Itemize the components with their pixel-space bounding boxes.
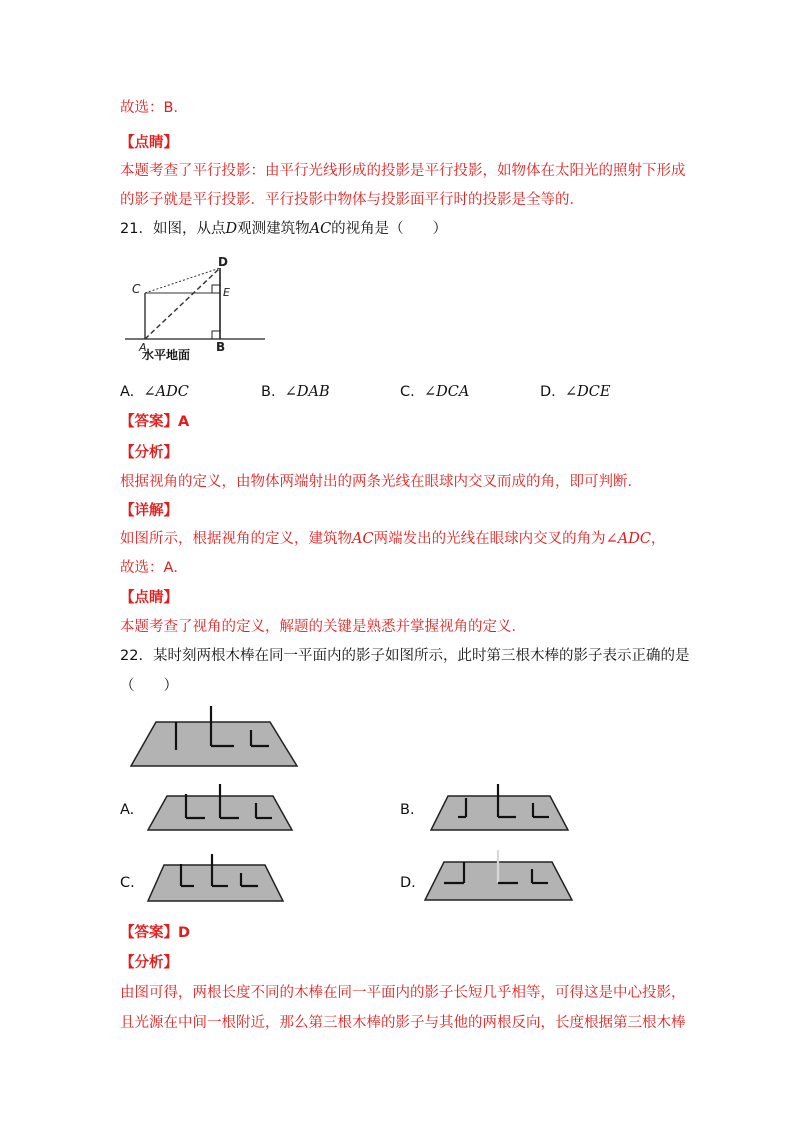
detail-21-heading: 【详解】 [120, 503, 178, 519]
label-A: A [139, 341, 147, 354]
comment-21-heading: 【点睛】 [120, 590, 178, 606]
selection-21: 故选：A． [120, 560, 188, 576]
analysis-21: 根据视角的定义，由物体两端射出的两条光线在眼球内交叉而成的角，即可判断． [120, 474, 642, 490]
q22-option-b-label: B. [400, 802, 415, 818]
analysis-22-line-1: 由图可得，两根长度不同的木棒在同一平面内的影子长短几乎相等，可得这是中心投影， [120, 985, 686, 1001]
label-B: B [216, 340, 226, 354]
selection-line: 故选：B． [120, 100, 188, 116]
q22-option-d-figure [424, 848, 574, 904]
detail-21: 如图所示，根据视角的定义，建筑物AC两端发出的光线在眼球内交叉的角为∠ADC， [120, 531, 666, 547]
q22-option-a-figure [147, 781, 295, 833]
analysis-21-heading: 【分析】 [120, 445, 178, 461]
ground-label: 水平地面 [142, 348, 191, 362]
answer-22: 【答案】D [120, 925, 191, 941]
analysis-22-line-2: 且光源在中间一根附近，那么第三根木棒的影子与其他的两根反向，长度根据第三根木棒 [120, 1015, 686, 1031]
q22-option-d-label: D. [400, 875, 416, 891]
q22-option-c-figure [147, 852, 285, 904]
analysis-22-heading: 【分析】 [120, 955, 178, 971]
label-E: E [223, 286, 230, 299]
q21-option-a: A. ∠ADC [120, 384, 189, 400]
label-C: C [132, 282, 141, 296]
comment-line-1: 本题考查了平行投影：由平行光线形成的投影是平行投影，如物体在太阳光的照射下形成 [120, 163, 686, 179]
figure-21-diagram [125, 255, 275, 365]
q22-option-c-label: C. [120, 875, 135, 891]
q21-option-b: B. ∠DAB [261, 384, 330, 400]
answer-21: 【答案】A [120, 414, 190, 430]
question-22-paren: （ ） [120, 678, 178, 694]
comment-line-2: 的影子就是平行投影．平行投影中物体与投影面平行时的投影是全等的． [120, 192, 584, 208]
comment-21: 本题考查了视角的定义，解题的关键是熟悉并掌握视角的定义． [120, 619, 526, 635]
label-D: D [218, 255, 228, 269]
q22-option-a-label: A. [120, 802, 135, 818]
q21-option-d: D. ∠DCE [540, 384, 611, 400]
heading-comment: 【点睛】 [120, 135, 178, 151]
q22-figure [130, 703, 300, 771]
q21-option-c: C. ∠DCA [400, 384, 470, 400]
question-21: 21．如图，从点D观测建筑物AC的视角是（ ） [120, 221, 448, 237]
q22-option-b-figure [430, 781, 570, 833]
question-22: 22．某时刻两根木棒在同一平面内的影子如图所示，此时第三根木棒的影子表示正确的是 [120, 648, 690, 664]
